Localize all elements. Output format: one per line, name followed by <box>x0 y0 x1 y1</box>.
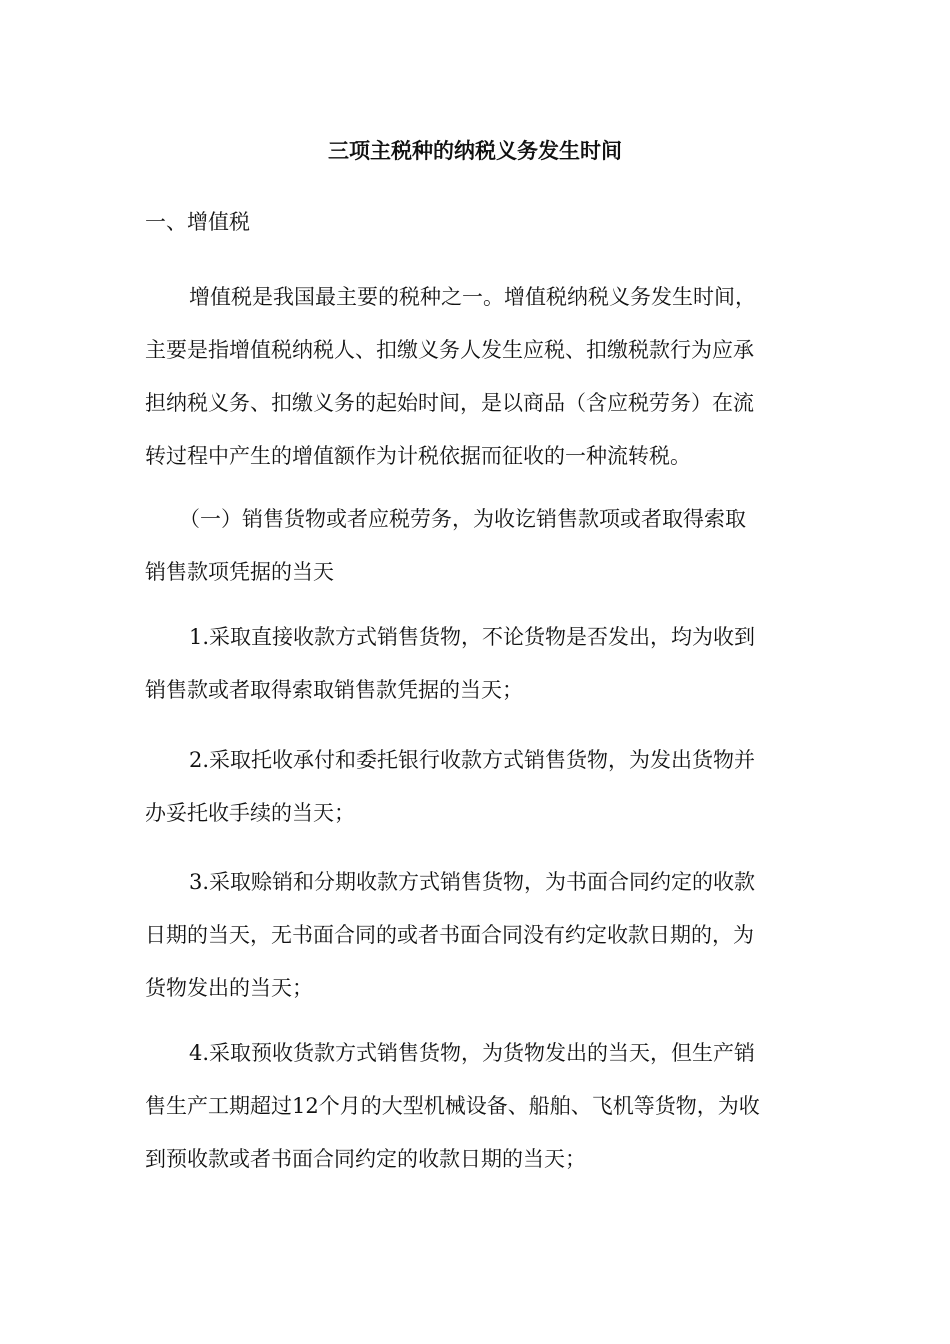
paragraph-line: 办妥托收手续的当天； <box>145 801 355 825</box>
paragraph-item-2 <box>145 745 805 828</box>
paragraph-item-3 <box>145 867 805 1003</box>
paragraph-section-1 <box>145 504 805 587</box>
paragraph-line: 销售款或者取得索取销售款凭据的当天； <box>145 678 523 702</box>
document-title: 三项主税种的纳税义务发生时间 <box>328 139 622 163</box>
paragraph-line: （一）销售货物或者应税劳务，为收讫销售款项或者取得索取 <box>179 507 746 531</box>
paragraph-line: 售生产工期超过12个月的大型机械设备、船舶、飞机等货物，为收 <box>145 1094 760 1118</box>
paragraph-item-1 <box>145 622 805 705</box>
paragraph-line: 增值税是我国最主要的税种之一。增值税纳税义务发生时间， <box>189 285 756 309</box>
paragraph-vat-intro <box>145 282 805 471</box>
paragraph-line: 销售款项凭据的当天 <box>145 560 334 584</box>
paragraph-line: 4.采取预收货款方式销售货物，为货物发出的当天，但生产销 <box>189 1041 756 1065</box>
paragraph-line: 转过程中产生的增值额作为计税依据而征收的一种流转税。 <box>145 444 691 468</box>
paragraph-line: 到预收款或者书面合同约定的收款日期的当天； <box>145 1147 586 1171</box>
paragraph-line: 担纳税义务、扣缴义务的起始时间，是以商品（含应税劳务）在流 <box>145 391 754 415</box>
paragraph-line: 货物发出的当天； <box>145 976 313 1000</box>
paragraph-item-4 <box>145 1038 805 1174</box>
paragraph-line: 2.采取托收承付和委托银行收款方式销售货物，为发出货物并 <box>189 748 756 772</box>
paragraph-line: 主要是指增值税纳税人、扣缴义务人发生应税、扣缴税款行为应承 <box>145 338 754 362</box>
paragraph-line: 1.采取直接收款方式销售货物，不论货物是否发出，均为收到 <box>189 625 756 649</box>
paragraph-line: 日期的当天，无书面合同的或者书面合同没有约定收款日期的，为 <box>145 923 754 947</box>
paragraph-line: 3.采取赊销和分期收款方式销售货物，为书面合同约定的收款 <box>189 870 756 894</box>
section-heading: 一、增值税 <box>145 210 250 234</box>
